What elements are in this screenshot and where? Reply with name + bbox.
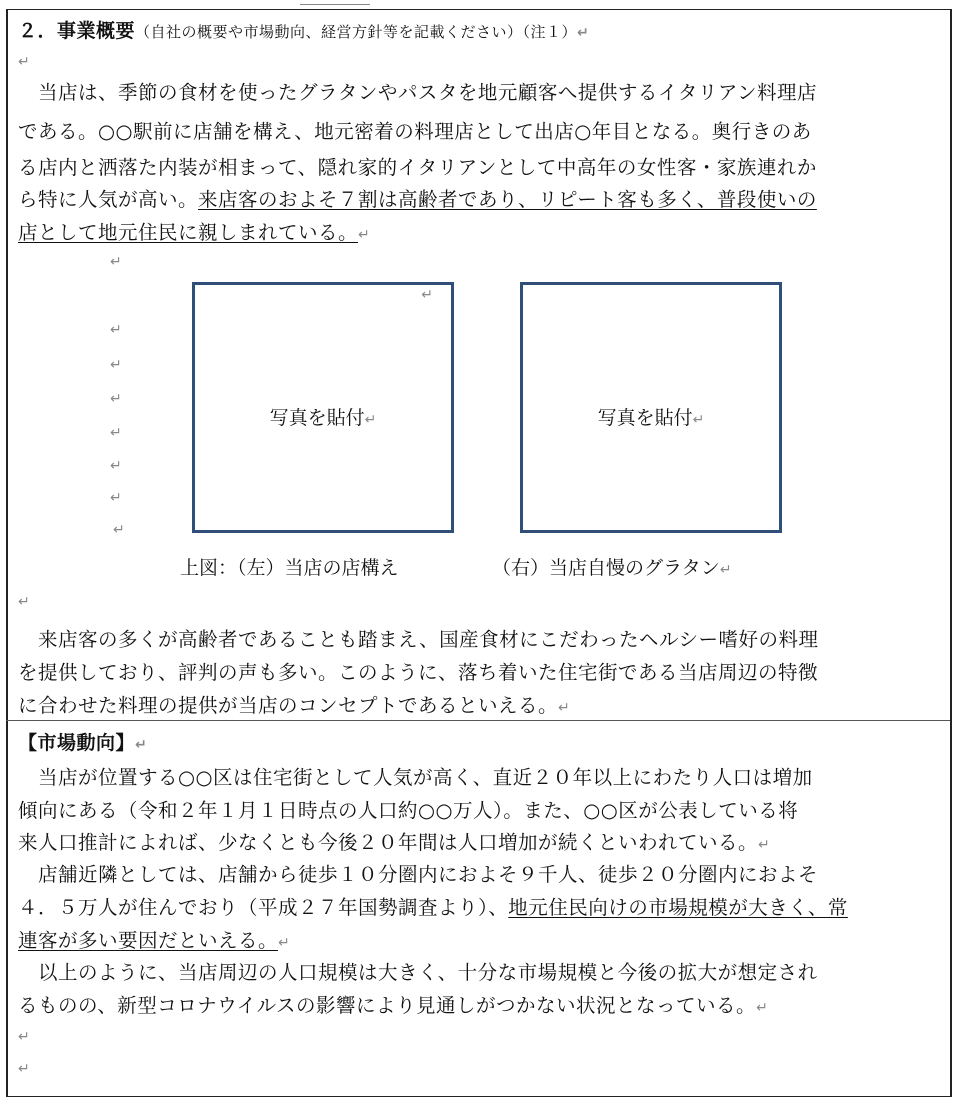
paragraph-mark: ↵ bbox=[18, 54, 31, 70]
underlined-text: 連客が多い要因だといえる。 bbox=[18, 929, 279, 952]
text: 写真を貼付 bbox=[597, 407, 693, 429]
photo-label-left bbox=[195, 403, 451, 430]
section-note: （自社の概要や市場動向、経営方針等を記載ください）（注１） bbox=[135, 23, 578, 41]
market-heading bbox=[18, 728, 942, 755]
section-heading bbox=[18, 16, 942, 43]
paragraph1-line1 bbox=[18, 77, 942, 105]
text: 【市場動向】 bbox=[18, 732, 136, 754]
paragraph1-line3 bbox=[18, 152, 942, 180]
paragraph-mark: ↵ bbox=[110, 322, 122, 338]
photo-label-right bbox=[523, 403, 779, 430]
paragraph-mark: ↵ bbox=[358, 227, 371, 243]
underlined-text: 地元住民向けの市場規模が大きく、常 bbox=[508, 896, 848, 919]
market-p2-line2 bbox=[18, 892, 942, 920]
text: 当店が位置する○○区は住宅街として人気が高く、直近２０年以上にわたり人口は増加 bbox=[38, 766, 813, 789]
empty-line bbox=[18, 1055, 942, 1078]
underlined-text: 来店客のおよそ７割は高齢者であり、リピート客も多く、普段使いの bbox=[198, 188, 817, 211]
photo-caption-left: 上図：（左）当店の店構え bbox=[180, 557, 399, 579]
market-p3-line2 bbox=[18, 990, 942, 1018]
paragraph-mark: ↵ bbox=[110, 391, 122, 407]
paragraph-mark: ↵ bbox=[18, 594, 31, 610]
paragraph2-line1 bbox=[18, 624, 942, 652]
text: 傾向にある（令和２年１月１日時点の人口約○○万人）。また、○○区が公表している将 bbox=[18, 799, 799, 822]
paragraph-mark: ↵ bbox=[110, 254, 122, 270]
paragraph-mark: ↵ bbox=[558, 700, 571, 716]
text: 店舗近隣としては、店舗から徒歩１０分圏内におよそ９千人、徒歩２０分圏内におよそ bbox=[38, 863, 819, 886]
market-p3-line1 bbox=[18, 957, 942, 985]
paragraph-mark: ↵ bbox=[692, 412, 705, 428]
paragraph-mark: ↵ bbox=[110, 357, 122, 373]
text: るものの、新型コロナウイルスの影響により見通しがつかない状況となっている。 bbox=[18, 994, 757, 1017]
market-p1-line3 bbox=[18, 827, 942, 855]
market-p2-line3 bbox=[18, 925, 942, 953]
paragraph-mark: ↵ bbox=[110, 458, 122, 474]
underlined-text: 店として地元住民に親しまれている。 bbox=[18, 221, 359, 244]
text: 来人口推計によれば、少なくとも今後２０年間は人口増加が続くといわれている。 bbox=[18, 831, 759, 854]
market-p2-line1 bbox=[18, 859, 942, 887]
text: る店内と洒落た内装が相まって、隠れ家的イタリアンとして中高年の女性客・家族連れか bbox=[18, 156, 817, 179]
text: ら特に人気が高い。 bbox=[18, 188, 199, 211]
text: 以上のように、当店周辺の人口規模は大きく、十分な市場規模と今後の拡大が想定され bbox=[38, 961, 818, 984]
paragraph-mark: ↵ bbox=[421, 287, 433, 303]
text: 当店は、季節の食材を使ったグラタンやパスタを地元顧客へ提供するイタリアン料理店 bbox=[38, 81, 818, 104]
text: を提供しており、評判の声も多い。このように、落ち着いた住宅街である当店周辺の特徴 bbox=[18, 661, 819, 684]
photo-placeholder-right bbox=[520, 282, 782, 533]
paragraph-mark: ↵ bbox=[278, 935, 291, 951]
market-p1-line1 bbox=[18, 762, 942, 790]
text: ４．５万人が住んでおり（平成２７年国勢調査より）、 bbox=[18, 896, 509, 919]
empty-line bbox=[18, 1023, 942, 1046]
text: に合わせた料理の提供が当店のコンセプトであるといえる。 bbox=[18, 694, 559, 717]
section-divider bbox=[6, 720, 950, 721]
paragraph-mark: ↵ bbox=[719, 562, 732, 578]
section-title: 事業概要 bbox=[57, 20, 136, 42]
section-number: ２． bbox=[18, 20, 58, 42]
text: （右）当店自慢のグラタン bbox=[492, 557, 720, 579]
photo-caption-right bbox=[492, 553, 732, 580]
paragraph-mark: ↵ bbox=[364, 412, 377, 428]
paragraph1-line4 bbox=[18, 184, 942, 212]
text: である。○○駅前に店舗を構え、地元密着の料理店として出店○年目となる。奥行きのあ bbox=[18, 120, 812, 143]
text: 写真を貼付 bbox=[269, 407, 365, 429]
paragraph-mark: ↵ bbox=[18, 1061, 31, 1077]
empty-line bbox=[18, 48, 942, 71]
paragraph-mark: ↵ bbox=[110, 425, 122, 441]
paragraph-mark: ↵ bbox=[113, 522, 125, 538]
top-border-fragment bbox=[300, 0, 370, 5]
paragraph-mark: ↵ bbox=[18, 1029, 31, 1045]
paragraph-mark: ↵ bbox=[756, 1000, 769, 1016]
text: 来店客の多くが高齢者であることも踏まえ、国産食材にこだわったヘルシー嗜好の料理 bbox=[38, 628, 819, 651]
paragraph-mark: ↵ bbox=[110, 490, 122, 506]
empty-line bbox=[18, 588, 942, 611]
paragraph2-line3 bbox=[18, 690, 942, 718]
paragraph2-line2 bbox=[18, 657, 942, 685]
paragraph1-line2 bbox=[18, 116, 942, 144]
paragraph-mark: ↵ bbox=[135, 737, 148, 753]
photo-placeholder-left bbox=[192, 282, 454, 533]
paragraph1-line5 bbox=[18, 217, 942, 245]
paragraph-mark: ↵ bbox=[758, 837, 771, 853]
market-p1-line2 bbox=[18, 795, 942, 823]
paragraph-mark: ↵ bbox=[577, 25, 590, 41]
